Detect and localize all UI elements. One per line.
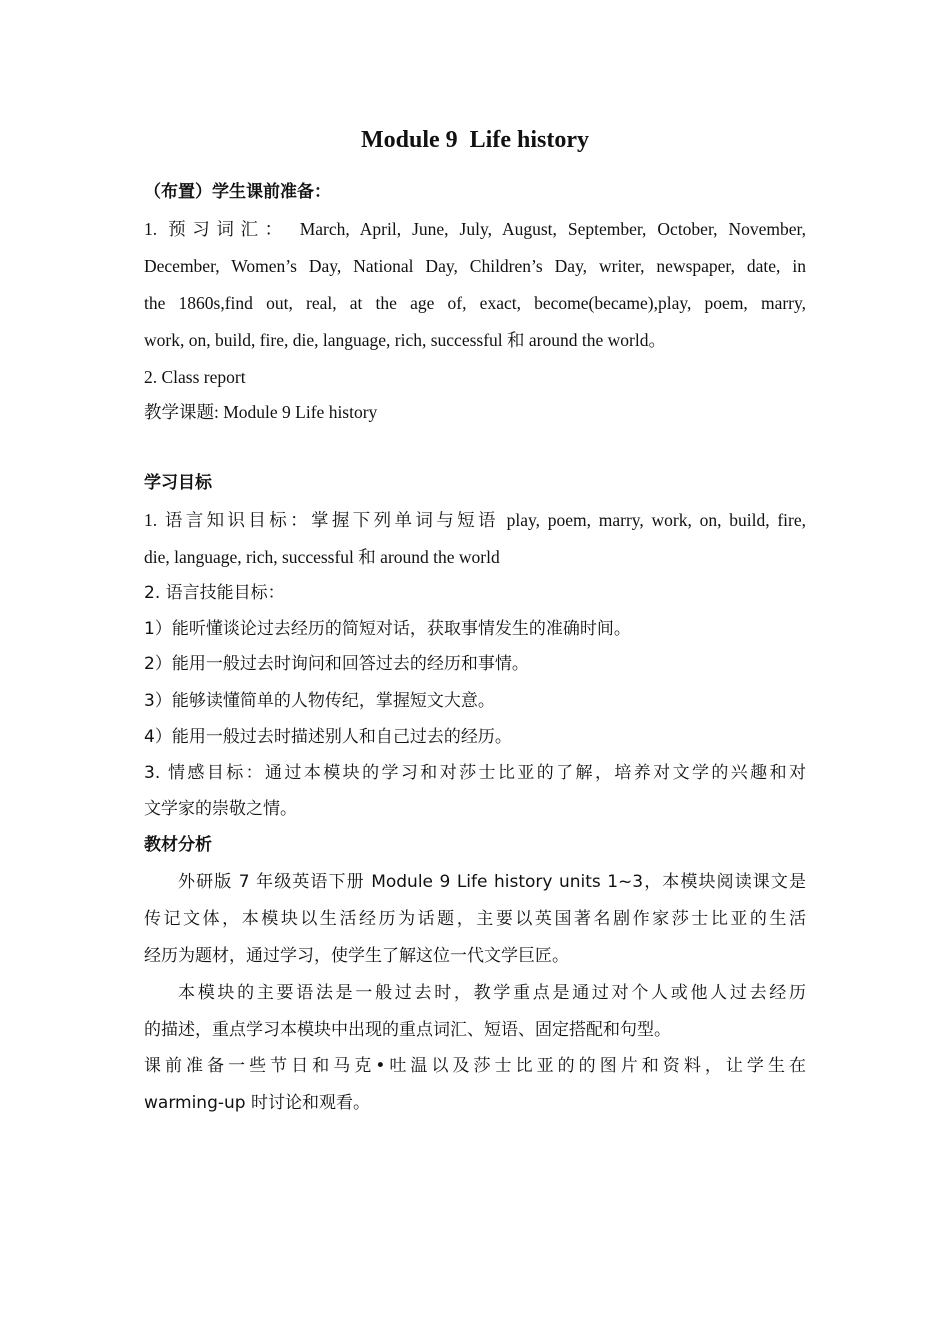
analysis-p1-line-2: 传记文体，本模块以生活经历为话题，主要以英国著名剧作家莎士比亚的生活 (144, 909, 806, 929)
analysis-p2-line-2: 的描述，重点学习本模块中出现的重点词汇、短语、固定搭配和句型。 (144, 1020, 671, 1040)
vocab-line-2: December, Women’s Day, National Day, Children’s Day, writer, newspaper, date, in (144, 256, 806, 276)
vocab-line-3: the 1860s,find out, real, at the age of, exact, become(became),play, poem, marry, (144, 293, 806, 313)
emotion-goal-line-1: 3. 情感目标：通过本模块的学习和对莎士比亚的了解，培养对文学的兴趣和对 (144, 763, 806, 783)
vocab-line-4: work, on, build, fire, die, language, rich, successful 和 around the world。 (144, 330, 666, 350)
skill-item: 2）能用一般过去时询问和回答过去的经历和事情。 (144, 654, 529, 674)
class-report: 2. Class report (144, 367, 246, 387)
vocab-line-1: 1. 预习词汇： March, April, June, July, August, September, October, November, (144, 219, 806, 239)
analysis-p3-line-2: warming-up 时讨论和观看。 (144, 1093, 370, 1113)
skill-item: 1）能听懂谈论过去经历的简短对话，获取事情发生的准确时间。 (144, 619, 631, 639)
knowledge-goal-line-1: 1. 语言知识目标：掌握下列单词与短语 play, poem, marry, work, on, build, fire, (144, 510, 806, 530)
document-title: Module 9 Life history (361, 127, 589, 153)
goals-heading: 学习目标 (144, 473, 212, 493)
skills-heading: 2. 语言技能目标： (144, 583, 285, 603)
analysis-heading: 教材分析 (144, 835, 212, 855)
analysis-p2-line-1: 本模块的主要语法是一般过去时，教学重点是通过对个人或他人过去经历 (178, 983, 806, 1003)
analysis-p1-line-3: 经历为题材，通过学习，使学生了解这位一代文学巨匠。 (144, 946, 569, 966)
lesson-topic: 教学课题: Module 9 Life history (144, 402, 378, 422)
prep-heading: （布置）学生课前准备： (144, 182, 331, 202)
skill-item: 3）能够读懂简单的人物传纪，掌握短文大意。 (144, 691, 495, 711)
analysis-p1-line-1: 外研版 7 年级英语下册 Module 9 Life history units 1~3，本模块阅读课文是 (178, 872, 806, 892)
analysis-p3-line-1: 课前准备一些节日和马克•吐温以及莎士比亚的的图片和资料，让学生在 (144, 1056, 806, 1076)
knowledge-goal-line-2: die, language, rich, successful 和 around the world (144, 547, 500, 567)
skill-item: 4）能用一般过去时描述别人和自己过去的经历。 (144, 727, 512, 747)
emotion-goal-line-2: 文学家的崇敬之情。 (144, 799, 297, 819)
